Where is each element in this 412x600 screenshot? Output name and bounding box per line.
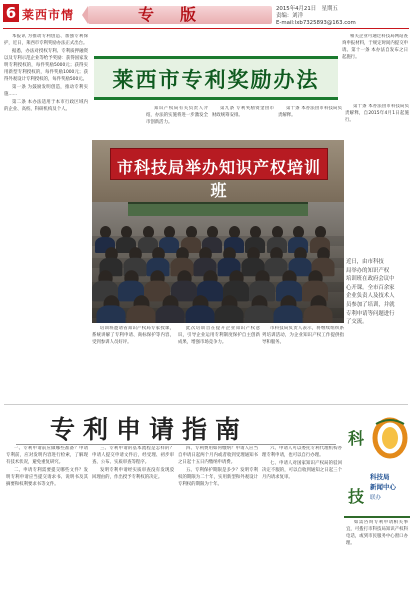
promo-line-2: 新闻中心 (370, 483, 396, 491)
audience-body (156, 305, 185, 323)
side-note-line: 近日，由市科技 (346, 259, 384, 265)
article-paragraph: 相关企业可通过科技局网站查询申报材料，于规定时间内提交申请。第十一条 本办法自发布之日起施行。 (342, 34, 408, 60)
article-paragraph: 发明专利申请经实质审查没有发现驳回理由的，作出授予专利权的决定。 (92, 467, 174, 480)
audience-body (126, 305, 155, 323)
guide-title: 专利申请指南 (50, 415, 249, 444)
article-paragraph: 三、专利申请的基本流程是怎样的？申请人提交申请文件后，经受理、初步审查、公布、实质审查等程序。 (92, 446, 174, 465)
guide-column-4 (262, 446, 342, 596)
masthead-rule (3, 28, 409, 29)
headline-banner (94, 56, 338, 100)
article-paragraph: 第十条 本办法由市科技局负责解释。 (278, 106, 342, 118)
guide-title-rule (16, 444, 336, 445)
article-column-right-top (342, 34, 408, 86)
guide-column-5 (346, 520, 408, 596)
article-paragraph: 市科技局负责人表示，将继续组织系列培训活动，为企业知识产权工作提供指导和服务。 (262, 326, 344, 345)
paper-name: 莱西市情 (22, 8, 75, 22)
article-paragraph: 七、申请人对国家知识产权局的驳回决定不服的，可以自收到通知之日起三个月内请求复审。 (262, 461, 342, 480)
side-note-line: 员参加了培训，并就 (346, 301, 395, 308)
article-paragraph: 第一条 为鼓励发明创造，推动专利实施…… (4, 84, 88, 97)
promo-char-1: 科 (348, 429, 365, 448)
article-paragraph: 如需咨询专利申请相关事宜，可拨打市科技局知识产权科电话，或到市民服务中心窗口办理。 (346, 520, 408, 546)
issue-date: 2015年4月21日 星期五 (276, 6, 338, 12)
editor: 责编：刘洋 (276, 13, 303, 19)
photo-head-table (128, 202, 308, 216)
article-paragraph: 知识产权局有关负责人介绍，办法的实施将进一步激发全市创新活力。 (146, 106, 208, 125)
side-note-line: 局举办的知识产权 (346, 267, 390, 274)
promo-char-2: 技 (348, 487, 365, 506)
audience-body (244, 305, 273, 323)
article-paragraph: 本报讯 为推动专利创造、加强专利保护，近日，莱西市专利奖励办法正式出台。 (4, 34, 88, 46)
article-paragraph: 此次培训旨在提升企业知识产权意识，引导企业运用专利制度保护自主创新成果，增强市场竞争力。 (178, 326, 260, 345)
promo-bar (344, 516, 410, 518)
guide-column-2 (92, 446, 174, 596)
science-promo (344, 410, 410, 518)
article-paragraph: 六、申请人可以委托专利代理机构办理专利申请，也可以自行办理。 (262, 446, 342, 458)
side-note-line: 培训班在政府会议中 (346, 276, 395, 283)
side-note-line: 心开课。全市百余家 (346, 284, 395, 291)
promo-line-3: 联办 (370, 495, 382, 501)
article-paragraph: 五、专利保护期限是多少？发明专利权的期限为二十年，实用新型和外观设计专利权的期限为十年。 (178, 467, 258, 487)
article-paragraph: 第九条 专利奖励资金由市财政统筹安排。 (212, 106, 274, 118)
masthead-info (276, 6, 356, 27)
guide-title-block (6, 408, 336, 442)
audience-body (185, 305, 214, 323)
page-number: 6 (3, 4, 19, 22)
side-note-line: 企业负责人及技术人 (346, 293, 395, 300)
article-paragraph: 第十条 本办法由市科技局负责解释，自2015年4月1日起施行。 (345, 104, 409, 123)
audience-body (274, 305, 303, 323)
audience-body (97, 305, 126, 323)
guide-column-1 (6, 446, 88, 596)
photo-stage-banner (110, 148, 328, 200)
audience-body (215, 305, 244, 323)
article-paragraph: 四、专利费用如何缴纳？申请人应当自申请日起两个月内或者收到受理通知书之日起十五日内缴纳申请费。 (178, 446, 258, 465)
section-divider (4, 404, 408, 405)
side-note (346, 258, 406, 350)
article-paragraph: 第二条 本办法适用于本市行政区域内的企业、高校、科研机构及个人。 (4, 99, 88, 112)
article-column-left (4, 34, 88, 434)
article-column-right-2 (345, 104, 409, 136)
training-photo (92, 140, 344, 323)
article-column-4 (278, 106, 342, 138)
promo-logo-icon (366, 412, 410, 460)
section-title: 专版 (137, 5, 222, 24)
article-paragraph: 培训班邀请省知识产权局专家授课，系统讲解了专利申请、商标保护等内容，受到参训人员好评。 (92, 326, 174, 345)
audience-body (303, 305, 332, 323)
side-note-line: 了交流。 (346, 319, 368, 326)
article-paragraph: 一、专利申请前应做哪些准备？申请专利前，应对发明内容进行检索，了解现有技术状况，避免重复研究。 (6, 446, 88, 465)
article-paragraph: 二、申请专利需要提交哪些文件？发明专利申请应当提交请求书、说明书及其摘要和权利要求书等文件。 (6, 467, 88, 487)
guide-column-3 (178, 446, 258, 596)
article-column-2 (146, 106, 208, 138)
masthead (0, 0, 412, 30)
photo-stage (92, 140, 344, 202)
promo-line-1: 科技局 (370, 473, 390, 481)
article-paragraph: 据悉，办法对授权专利、专利质押融资以及专利示范企业等给予奖励：获得国家发明专利授权的，每件奖励5000元；获得实用新型专利授权的，每件奖励1000元；获得外观设计专利授权的，每件奖励500元。 (4, 49, 88, 82)
headline-title: 莱西市专利奖励办法 (112, 67, 320, 92)
section-band (88, 6, 272, 24)
email: E-mail:lxb7325893@163.com (276, 20, 356, 26)
article-column-3 (212, 106, 274, 138)
side-note-line: 专利申请等问题进行 (346, 310, 395, 317)
photo-stage-title: 市科技局举办知识产权培训班 (116, 158, 321, 200)
